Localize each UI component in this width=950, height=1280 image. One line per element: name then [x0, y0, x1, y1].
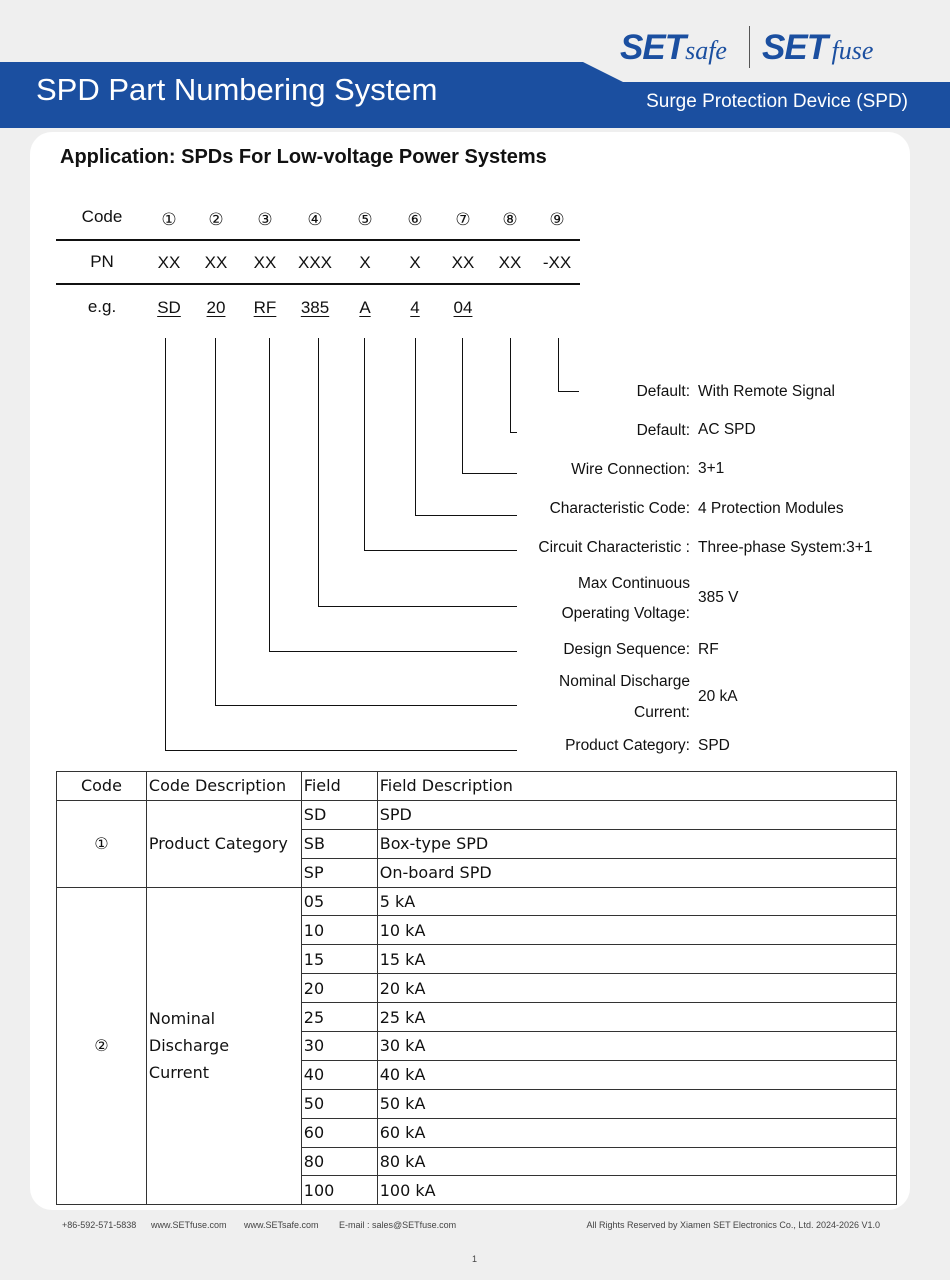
connector-5-v: [364, 338, 365, 550]
field-description-cell: 40 kA: [377, 1060, 896, 1089]
connector-9-h: [558, 391, 579, 392]
footer-email[interactable]: E-mail : sales@SETfuse.com: [339, 1220, 457, 1230]
legend-label-7: Wire Connection:: [571, 461, 690, 478]
field-description-cell: 80 kA: [377, 1147, 896, 1176]
position-1: ①: [161, 210, 177, 229]
legend-value-9: With Remote Signal: [698, 383, 835, 400]
legend-value-6: 4 Protection Modules: [698, 500, 844, 517]
connector-8-h: [510, 432, 517, 433]
group2-description-line: Discharge: [148, 1036, 230, 1056]
pn-7: XX: [451, 253, 475, 272]
group2-description-line: Current: [148, 1063, 209, 1083]
field-cell: 25: [301, 1003, 377, 1032]
field-cell: 10: [301, 916, 377, 945]
legend-value-3: RF: [698, 641, 719, 658]
code-structure-rule-bottom: [56, 283, 580, 285]
connector-2-h: [215, 705, 517, 706]
position-7: ⑦: [455, 210, 471, 229]
position-8: ⑧: [502, 210, 518, 229]
header-code: Code: [57, 772, 147, 801]
pn-8: XX: [498, 253, 522, 272]
group1-code: ①: [57, 800, 147, 887]
legend-label-2-line1: Nominal Discharge: [559, 673, 690, 690]
connector-7-h: [462, 473, 517, 474]
connector-6-h: [415, 515, 517, 516]
example-2: 20: [206, 298, 226, 317]
pn-1: XX: [157, 253, 181, 272]
legend-label-4-line1: Max Continuous: [577, 575, 690, 592]
legend-label-2-line2: Current:: [634, 704, 690, 721]
field-cell: 80: [301, 1147, 377, 1176]
connector-7-v: [462, 338, 463, 473]
legend-value-1: SPD: [698, 737, 730, 754]
connector-9-v: [558, 338, 559, 391]
group1-description: Product Category: [146, 800, 301, 887]
legend-label-1: Product Category:: [565, 737, 690, 754]
field-description-cell: Box-type SPD: [377, 829, 896, 858]
connector-3-h: [269, 651, 517, 652]
example-4: 385: [300, 298, 330, 317]
legend-value-2: 20 kA: [698, 688, 738, 705]
pn-5: X: [359, 253, 371, 272]
pn-2: XX: [204, 253, 228, 272]
group2-description-line: Nominal: [148, 1009, 216, 1029]
field-cell: 15: [301, 945, 377, 974]
logo-divider: [749, 26, 750, 68]
footer-link-setfuse[interactable]: www.SETfuse.com: [151, 1220, 227, 1230]
position-3: ③: [257, 210, 273, 229]
connector-2-v: [215, 338, 216, 705]
table-row: [57, 887, 897, 916]
field-description-cell: 60 kA: [377, 1118, 896, 1147]
code-structure-rule-top: [56, 239, 580, 241]
pn-9: -XX: [542, 253, 572, 272]
field-cell: 50: [301, 1089, 377, 1118]
connector-8-v: [510, 338, 511, 432]
example-5: A: [359, 298, 371, 317]
field-cell: 20: [301, 974, 377, 1003]
example-1: SD: [157, 298, 181, 317]
field-cell: 30: [301, 1032, 377, 1061]
header-field: Field: [301, 772, 377, 801]
code-description-table: [56, 771, 897, 1205]
field-cell: SP: [301, 858, 377, 887]
legend-label-9: Default:: [636, 383, 690, 400]
pn-4: XXX: [297, 253, 333, 272]
header-field-description: Field Description: [377, 772, 896, 801]
table-header-row: [57, 772, 897, 801]
legend-label-3: Design Sequence:: [563, 641, 690, 658]
example-3: RF: [253, 298, 277, 317]
footer-phone: +86-592-571-5838: [62, 1220, 137, 1230]
legend-label-5: Circuit Characteristic :: [538, 539, 690, 556]
page-title: SPD Part Numbering System: [36, 72, 438, 107]
field-cell: 05: [301, 887, 377, 916]
field-description-cell: On-board SPD: [377, 858, 896, 887]
connector-1-v: [165, 338, 166, 750]
field-cell: SD: [301, 800, 377, 829]
legend-label-8: Default:: [636, 422, 690, 439]
field-description-cell: SPD: [377, 800, 896, 829]
field-description-cell: 100 kA: [377, 1176, 896, 1205]
eg-row-label: e.g.: [87, 297, 117, 316]
field-cell: 40: [301, 1060, 377, 1089]
field-cell: 100: [301, 1176, 377, 1205]
field-description-cell: 30 kA: [377, 1032, 896, 1061]
page-subtitle: Surge Protection Device (SPD): [646, 91, 908, 112]
field-description-cell: 10 kA: [377, 916, 896, 945]
legend-value-5: Three-phase System:3+1: [698, 539, 873, 556]
setsafe-logo: SETsafe: [620, 28, 727, 67]
position-5: ⑤: [357, 210, 373, 229]
footer-link-setsafe[interactable]: www.SETsafe.com: [244, 1220, 319, 1230]
header-code-description: Code Description: [146, 772, 301, 801]
group2-code: ②: [57, 887, 147, 1205]
connector-3-v: [269, 338, 270, 651]
table-row: [57, 800, 897, 829]
field-cell: 60: [301, 1118, 377, 1147]
connector-6-v: [415, 338, 416, 515]
field-description-cell: 20 kA: [377, 974, 896, 1003]
legend-value-4: 385 V: [698, 589, 739, 606]
field-description-cell: 5 kA: [377, 887, 896, 916]
field-description-cell: 15 kA: [377, 945, 896, 974]
page-number: 1: [472, 1254, 478, 1264]
application-title: Application: SPDs For Low-voltage Power Systems: [60, 146, 547, 168]
connector-1-h: [165, 750, 517, 751]
position-4: ④: [307, 210, 323, 229]
field-description-cell: 25 kA: [377, 1003, 896, 1032]
group2-description: [146, 887, 301, 1205]
pn-6: X: [409, 253, 421, 272]
legend-value-8: AC SPD: [698, 421, 756, 438]
code-row-label: Code: [81, 207, 123, 226]
pn-3: XX: [253, 253, 277, 272]
legend-label-6: Characteristic Code:: [549, 500, 690, 517]
position-9: ⑨: [549, 210, 565, 229]
position-2: ②: [208, 210, 224, 229]
connector-5-h: [364, 550, 517, 551]
footer-rights: All Rights Reserved by Xiamen SET Electronics Co., Ltd. 2024-2026 V1.0: [586, 1220, 880, 1230]
legend-value-7: 3+1: [698, 460, 725, 477]
position-6: ⑥: [407, 210, 423, 229]
example-6: 4: [410, 298, 420, 317]
connector-4-v: [318, 338, 319, 606]
field-cell: SB: [301, 829, 377, 858]
pn-row-label: PN: [90, 252, 114, 271]
legend-label-4-line2: Operating Voltage:: [561, 605, 690, 622]
example-7: 04: [453, 298, 473, 317]
field-description-cell: 50 kA: [377, 1089, 896, 1118]
connector-4-h: [318, 606, 517, 607]
setfuse-logo: SET fuse: [762, 28, 874, 67]
